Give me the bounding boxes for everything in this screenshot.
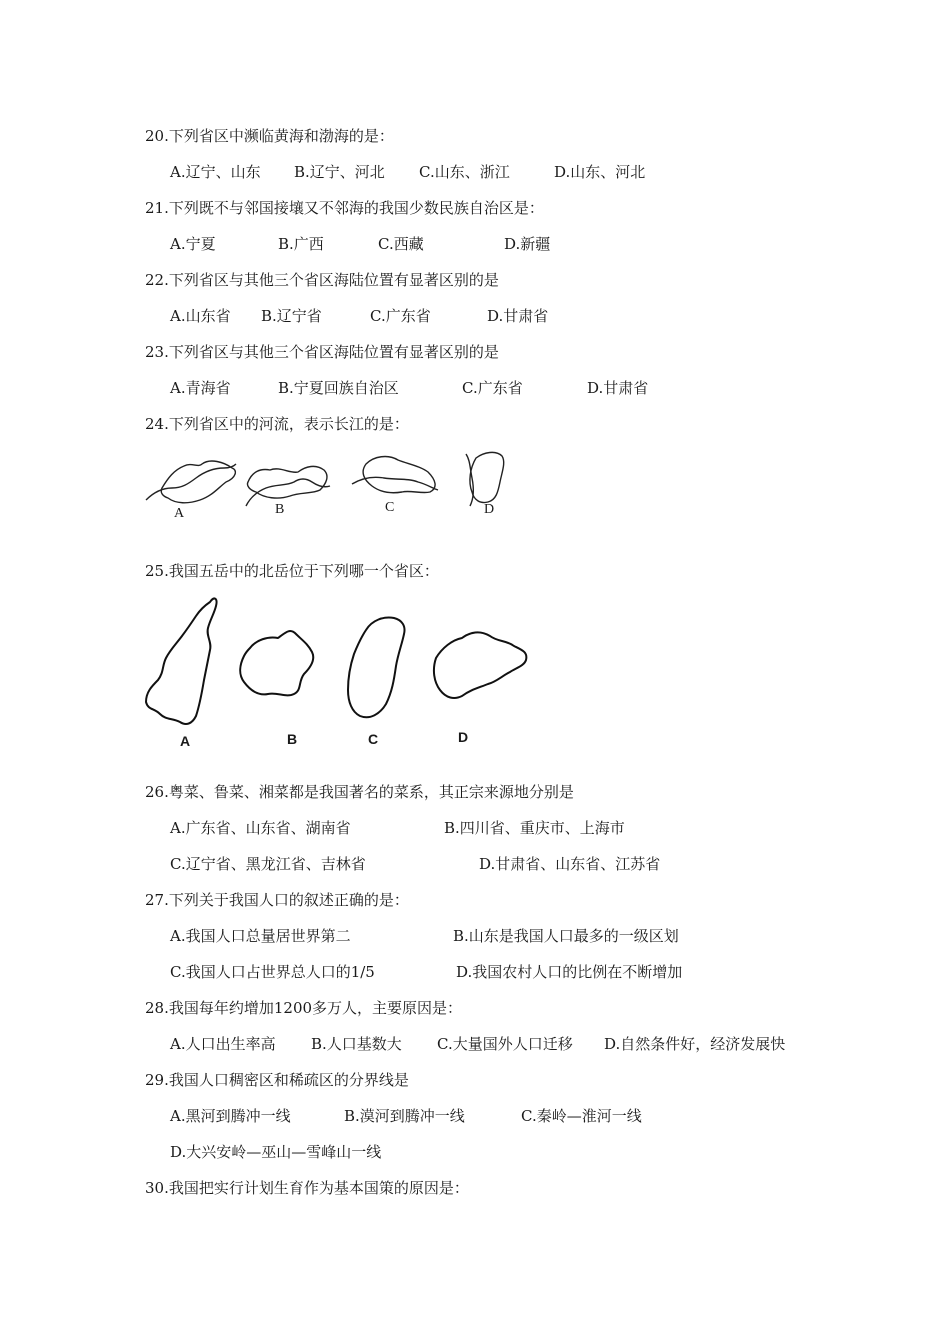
province-b-outline — [247, 466, 326, 498]
question-29-option-b: B.漠河到腾冲一线 — [344, 1107, 465, 1125]
question-22-option-a: A.山东省 — [170, 307, 231, 325]
question-20-stem: 20.下列省区中濒临黄海和渤海的是： — [145, 127, 394, 145]
question-20-option-a: A.辽宁、山东 — [170, 163, 261, 181]
question-28-option-b: B.人口基数大 — [311, 1035, 402, 1053]
question-27-option-c: C.我国人口占世界总人口的1/5 — [170, 963, 375, 981]
question-28-option-a: A.人口出生率高 — [170, 1035, 276, 1053]
question-25-label-d: D — [458, 729, 469, 745]
river-c — [352, 477, 438, 490]
question-21-option-b: B.广西 — [278, 235, 324, 253]
question-28-option-d: D.自然条件好，经济发展快 — [604, 1035, 786, 1053]
question-29-stem: 29.我国人口稠密区和稀疏区的分界线是 — [145, 1071, 409, 1089]
question-23-option-c: C.广东省 — [462, 379, 523, 397]
question-20-option-d: D.山东、河北 — [554, 163, 646, 181]
question-29-option-d: D.大兴安岭—巫山—雪峰山一线 — [170, 1143, 382, 1161]
province-a-outline — [146, 599, 217, 724]
question-23-option-d: D.甘肃省 — [587, 379, 649, 397]
question-27-option-a: A.我国人口总量居世界第二 — [170, 927, 351, 945]
question-26-option-a: A.广东省、山东省、湖南省 — [170, 819, 351, 837]
province-d-outline — [470, 452, 504, 502]
province-b-outline — [240, 631, 313, 695]
question-21-option-d: D.新疆 — [504, 235, 551, 253]
question-25-label-c: C — [368, 731, 379, 747]
question-26-option-d: D.甘肃省、山东省、江苏省 — [479, 855, 661, 873]
river-a — [146, 464, 236, 500]
question-26-stem: 26.粤菜、鲁菜、湘菜都是我国著名的菜系，其正宗来源地分别是 — [145, 783, 574, 801]
province-c-outline — [363, 457, 435, 493]
question-23-option-a: A.青海省 — [170, 379, 231, 397]
river-b — [246, 479, 330, 506]
question-25-label-a: A — [180, 733, 191, 749]
question-29-option-c: C.秦岭—淮河一线 — [521, 1107, 642, 1125]
question-21-option-a: A.宁夏 — [170, 235, 216, 253]
question-21-option-c: C.西藏 — [378, 235, 424, 253]
question-22-stem: 22.下列省区与其他三个省区海陆位置有显著区别的是 — [145, 271, 499, 289]
question-27-option-d: D.我国农村人口的比例在不断增加 — [456, 963, 683, 981]
question-27-option-b: B.山东是我国人口最多的一级区划 — [453, 927, 679, 945]
question-30-stem: 30.我国把实行计划生育作为基本国策的原因是： — [145, 1179, 469, 1197]
question-21-stem: 21.下列既不与邻国接壤又不邻海的我国少数民族自治区是： — [145, 199, 544, 217]
question-22-option-b: B.辽宁省 — [261, 307, 322, 325]
question-24-figure — [140, 448, 520, 523]
province-c-outline — [348, 618, 405, 718]
question-20-option-c: C.山东、浙江 — [419, 163, 510, 181]
question-26-option-b: B.四川省、重庆市、上海市 — [444, 819, 625, 837]
question-27-stem: 27.下列关于我国人口的叙述正确的是： — [145, 891, 409, 909]
question-29-option-a: A.黑河到腾冲一线 — [170, 1107, 291, 1125]
question-22-option-c: C.广东省 — [370, 307, 431, 325]
question-25-label-b: B — [287, 731, 298, 747]
question-24-label-b: B — [275, 502, 285, 517]
province-a-outline — [161, 461, 235, 503]
question-23-stem: 23.下列省区与其他三个省区海陆位置有显著区别的是 — [145, 343, 499, 361]
province-d-outline — [434, 632, 526, 698]
question-23-option-b: B.宁夏回族自治区 — [278, 379, 399, 397]
question-24-stem: 24.下列省区中的河流，表示长江的是： — [145, 415, 409, 433]
question-24-label-c: C — [385, 500, 395, 515]
question-24-label-d: D — [484, 502, 495, 517]
question-25-figure — [140, 592, 540, 732]
question-25-stem: 25.我国五岳中的北岳位于下列哪一个省区： — [145, 562, 439, 580]
question-20-option-b: B.辽宁、河北 — [294, 163, 385, 181]
question-26-option-c: C.辽宁省、黑龙江省、吉林省 — [170, 855, 366, 873]
question-22-option-d: D.甘肃省 — [487, 307, 549, 325]
question-28-stem: 28.我国每年约增加1200多万人，主要原因是： — [145, 999, 463, 1017]
question-24-label-a: A — [174, 506, 185, 521]
question-28-option-c: C.大量国外人口迁移 — [437, 1035, 573, 1053]
